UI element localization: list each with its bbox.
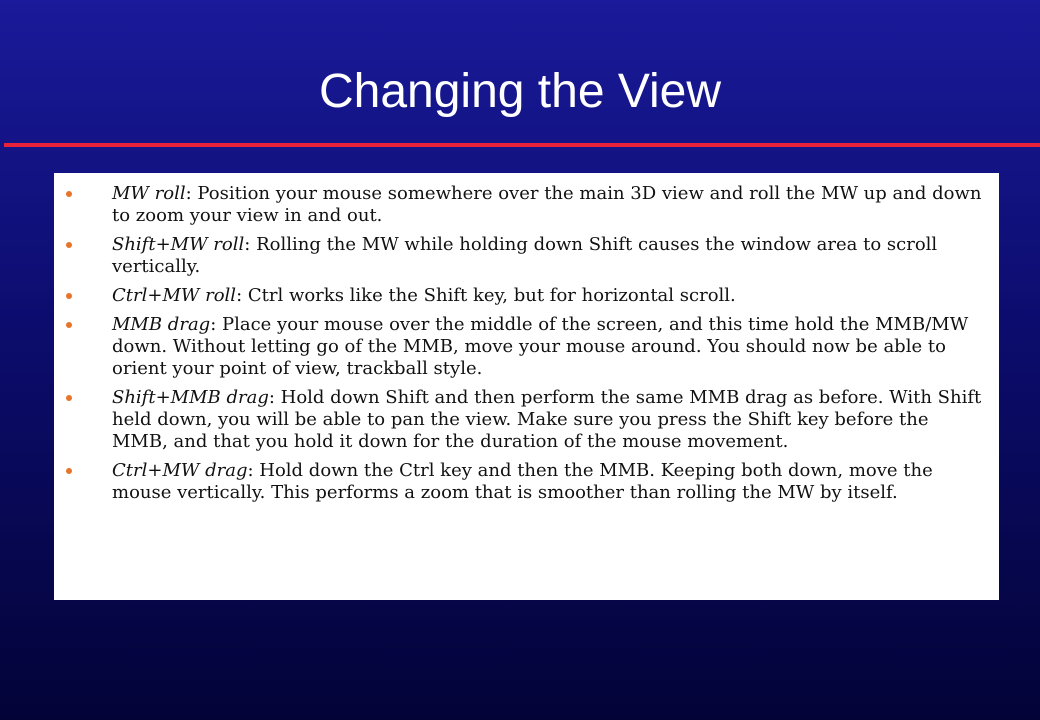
item-text: : Hold down the Ctrl key and then the MMB. Keeping both down, move the mouse vertically. This performs a zoom that is smoother than rolling the MW by itself.	[112, 460, 933, 503]
list-item	[54, 314, 989, 380]
item-text: : Position your mouse somewhere over the main 3D view and roll the MW up and down to zoom your view in and out.	[112, 183, 982, 226]
list-item	[54, 387, 989, 453]
bullet-icon	[66, 395, 72, 401]
slide-title: Changing the View	[318, 65, 722, 118]
bullet-icon	[66, 468, 72, 474]
item-text: : Ctrl works like the Shift key, but for horizontal scroll.	[236, 285, 736, 306]
bullet-icon	[66, 191, 72, 197]
item-term: Shift+MMB drag	[112, 387, 269, 408]
item-term: MW roll	[112, 183, 186, 204]
list-item	[54, 234, 989, 278]
list-item	[54, 285, 989, 307]
list-item	[54, 183, 989, 227]
item-term: Ctrl+MW drag	[112, 460, 248, 481]
bullet-icon	[66, 322, 72, 328]
content-panel	[54, 173, 999, 600]
list-item	[54, 460, 989, 504]
bullet-list	[54, 183, 989, 504]
item-text: : Hold down Shift and then perform the same MMB drag as before. With Shift held down, you will be able to pan the view. Make sure you press the Shift key before the MMB, and that you hold it down for the duration of the mouse movement.	[112, 387, 982, 452]
title-divider	[4, 143, 1040, 147]
item-text: : Place your mouse over the middle of the screen, and this time hold the MMB/MW down. Without letting go of the MMB, move your mouse around. You should now be able to orient your point of view, trackball style.	[112, 314, 969, 379]
item-term: MMB drag	[112, 314, 211, 335]
item-term: Ctrl+MW roll	[112, 285, 237, 306]
item-term: Shift+MW roll	[112, 234, 245, 255]
bullet-icon	[66, 293, 72, 299]
bullet-icon	[66, 242, 72, 248]
item-text: : Rolling the MW while holding down Shift causes the window area to scroll vertically.	[112, 234, 938, 277]
